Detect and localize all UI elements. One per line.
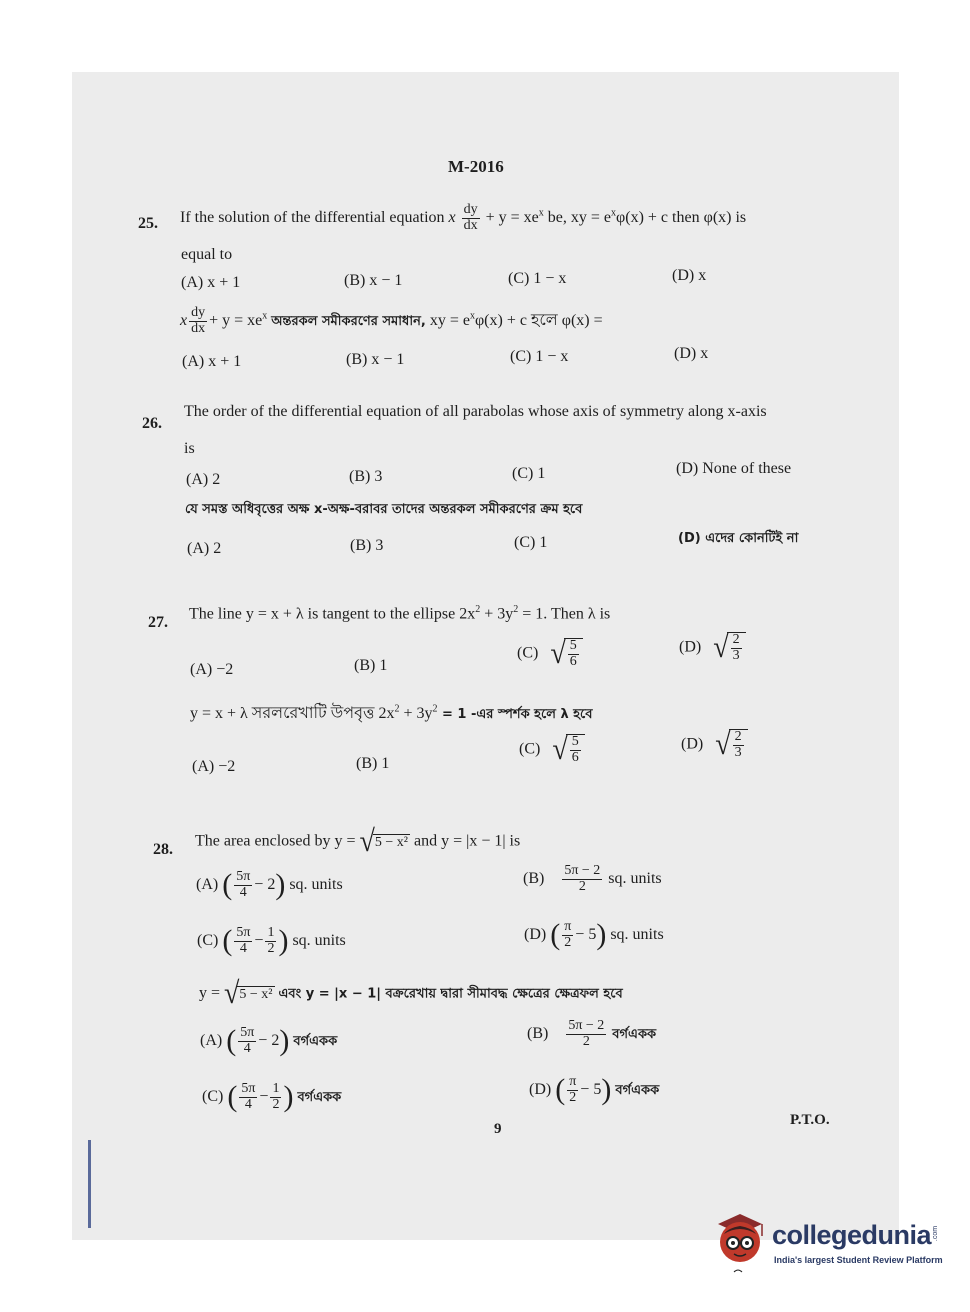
q27-option-a: (A) −2 bbox=[190, 661, 234, 678]
q28-bengali-text: y = √ 5 − x² এবং y = |x − 1| বক্ররেখায় দ্বারা সীমাবদ্ধ ক্ষেত্রের ক্ষেত্রফল হবে bbox=[199, 976, 623, 1011]
q26-text-line1: The order of the differential equation of all parabolas whose axis of symmetry along x-axis bbox=[184, 403, 767, 420]
q28-option-d: (D) ( $\frac{\pi}{2}$ − 5) sq. units bbox=[524, 918, 664, 952]
q27-option-c: (C) √ $\frac{5}{6}$ bbox=[517, 638, 583, 669]
q25-bn-option-c: (C) 1 − x bbox=[510, 348, 569, 365]
q27-option-b: (B) 1 bbox=[354, 657, 388, 674]
q25-bn-option-b: (B) x − 1 bbox=[346, 351, 405, 368]
q28-bn-option-c: (C) ( $\frac{5\pi}{4}$ − $\frac{1}{2}$ ) বর্গএকক bbox=[202, 1080, 342, 1114]
q26-bn-option-b: (B) 3 bbox=[350, 537, 384, 554]
q25-number: 25. bbox=[138, 215, 158, 232]
q26-bengali-text: যে সমস্ত অধিবৃত্তের অক্ষ x-অক্ষ-বরাবর তাদের অন্তরকল সমীকরণের ক্রম হবে bbox=[185, 502, 583, 517]
collegedunia-com: .com bbox=[932, 1225, 940, 1242]
q28-text: The area enclosed by y = √ 5 − x² and y = |x − 1| is bbox=[195, 824, 521, 859]
q27-option-d: (D) √ $\frac{2}{3}$ bbox=[679, 632, 746, 663]
q26-option-a: (A) 2 bbox=[186, 471, 221, 488]
q26-bn-option-c: (C) 1 bbox=[514, 534, 548, 551]
q27-bn-option-a: (A) −2 bbox=[192, 758, 236, 775]
q25-dydx: $\frac{dy}{dx}$ bbox=[463, 202, 478, 233]
q25-option-b: (B) x − 1 bbox=[344, 272, 403, 289]
q27-bn-option-b: (B) 1 bbox=[356, 755, 390, 772]
collegedunia-wordmark: collegedunia bbox=[772, 1220, 932, 1250]
q25-option-a: (A) x + 1 bbox=[181, 274, 241, 291]
q26-option-d: (D) None of these bbox=[676, 460, 792, 477]
q25-bengali-text: x $\frac{dy}{dx}$ + $y = xe^x$ অন্তরকল সমীকরণের সমাধান, xy = $e^x\varphi(x) + c$ হলে φ(x) = bbox=[180, 305, 603, 336]
page-number: 9 bbox=[494, 1121, 502, 1137]
q28-option-c: (C) ( $\frac{5\pi}{4}$ − $\frac{1}{2}$ ) sq. units bbox=[197, 924, 346, 958]
q28-bn-option-d: (D) ( $\frac{\pi}{2}$ − 5) বর্গএকক bbox=[529, 1073, 660, 1107]
paper-code: M-2016 bbox=[448, 157, 504, 176]
q28-bn-option-a: (A) ( $\frac{5\pi}{4}$ − 2) বর্গএকক bbox=[200, 1024, 338, 1058]
collegedunia-tagline: India's largest Student Review Platform bbox=[774, 1255, 943, 1265]
q28-number: 28. bbox=[153, 841, 173, 858]
q25-bn-option-a: (A) x + 1 bbox=[182, 353, 242, 370]
q28-option-a: (A) ( $\frac{5\pi}{4}$ − 2) sq. units bbox=[196, 868, 343, 902]
q25-option-c: (C) 1 − x bbox=[508, 270, 567, 287]
q25-bn-option-d: (D) x bbox=[674, 345, 709, 362]
q27-bn-option-d: (D) √ $\frac{2}{3}$ bbox=[681, 729, 748, 760]
q25-english-text: If the solution of the differential equation x $\frac{dy}{dx}$ + $y = xe^x$ be, xy = $e^x\varphi(x) + c$ then φ(x) is bbox=[180, 202, 747, 233]
q26-text-line2: is bbox=[184, 440, 195, 457]
q27-bengali-text: y = x + λ সরলরেখাটি উপবৃত্ত $2x^2 + 3y^2 = 1$ -এর স্পর্শক হলে λ হবে bbox=[190, 703, 593, 722]
q25-text-a: If the solution of the differential equation bbox=[180, 208, 445, 226]
scan-margin-mark bbox=[88, 1140, 91, 1228]
q27-number: 27. bbox=[148, 614, 168, 631]
pto-label: P.T.O. bbox=[790, 1112, 830, 1128]
q26-option-c: (C) 1 bbox=[512, 465, 546, 482]
q25-text-line2: equal to bbox=[181, 246, 233, 263]
q25-option-d: (D) x bbox=[672, 267, 707, 284]
q26-bn-option-a: (A) 2 bbox=[187, 540, 222, 557]
q28-option-b: (B) $\frac{5\pi - 2}{2}$ sq. units bbox=[523, 863, 662, 894]
q27-bn-option-c: (C) √ $\frac{5}{6}$ bbox=[519, 734, 585, 765]
q26-option-b: (B) 3 bbox=[349, 468, 383, 485]
q28-bn-option-b: (B) $\frac{5\pi - 2}{2}$ বর্গএকক bbox=[527, 1018, 657, 1049]
q27-text: The line y = x + λ is tangent to the ellipse $2x^2 + 3y^2 = 1$. Then λ is bbox=[189, 604, 611, 623]
q26-bn-option-d: (D) এদের কোনটিই না bbox=[678, 531, 799, 546]
q26-number: 26. bbox=[142, 415, 162, 432]
